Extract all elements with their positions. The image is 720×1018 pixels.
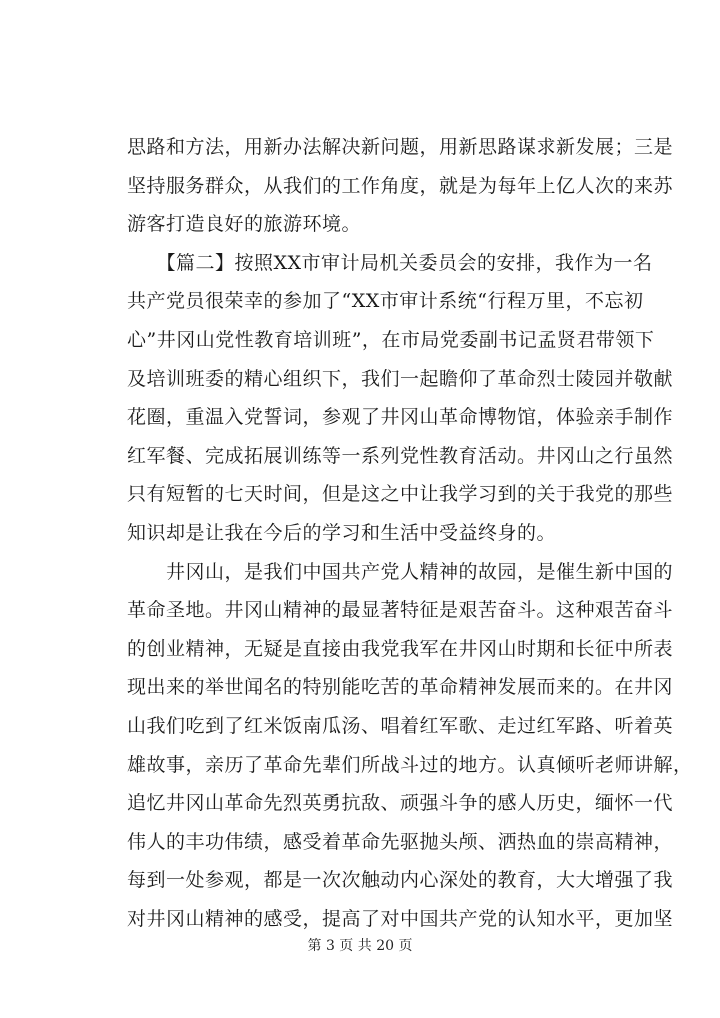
text-line: 坚持服务群众，从我们的工作角度，就是为每年上亿人次的来苏: [127, 174, 674, 197]
text-line: 革命圣地。井冈山精神的最显著特征是艰苦奋斗。这种艰苦奋斗: [127, 599, 674, 622]
text-line: 红军餐、完成拓展训练等一系列党性教育活动。井冈山之行虽然: [127, 444, 674, 467]
page-footer: 第 3 页 共 20 页: [307, 938, 413, 954]
paragraph-3: [127, 553, 693, 939]
text-line: 伟人的丰功伟绩，感受着革命先驱抛头颅、洒热血的崇高精神，: [127, 830, 674, 853]
text-line: 花圈，重温入党誓词，参观了井冈山革命博物馆，体验亲手制作: [127, 406, 674, 429]
text-line: 游客打造良好的旅游环境。: [127, 213, 362, 236]
document-body: [127, 128, 693, 938]
text-line: 知识却是让我在今后的学习和生活中受益终身的。: [127, 521, 557, 544]
text-line: 【篇二】按照XX市审计局机关委员会的安排，我作为一名: [127, 251, 653, 274]
text-line: 思路和方法，用新办法解决新问题，用新思路谋求新发展；三是: [127, 136, 674, 158]
text-line: 现出来的举世闻名的特别能吃苦的革命精神发展而来的。在井冈: [127, 676, 674, 699]
text-line: 雄故事，亲历了革命先辈们所战斗过的地方。认真倾听老师讲解，: [127, 753, 693, 776]
text-line: 心”井冈山党性教育培训班”，在市局党委副书记孟贤君带领下: [127, 328, 655, 351]
text-line: 对井冈山精神的感受，提高了对中国共产党的认知水平，更加坚: [127, 907, 674, 930]
paragraph-2: [127, 244, 674, 553]
text-line: 及培训班委的精心组织下，我们一起瞻仰了革命烈士陵园并敬献: [127, 367, 674, 390]
text-line: 共产党员很荣幸的参加了“XX市审计系统“行程万里，不忘初: [127, 290, 644, 313]
text-line: 山我们吃到了红米饭南瓜汤、唱着红军歌、走过红军路、听着英: [127, 714, 674, 737]
paragraph-1: [127, 128, 674, 244]
text-line: 的创业精神，无疑是直接由我党我军在井冈山时期和长征中所表: [127, 637, 674, 660]
text-line: 追忆井冈山革命先烈英勇抗敌、顽强斗争的感人历史，缅怀一代: [127, 792, 674, 815]
text-line: 只有短暂的七天时间，但是这之中让我学习到的关于我党的那些: [127, 483, 674, 506]
text-line: 井冈山，是我们中国共产党人精神的故园，是催生新中国的: [127, 560, 674, 583]
text-line: 每到一处参观，都是一次次触动内心深处的教育，大大增强了我: [127, 869, 674, 892]
